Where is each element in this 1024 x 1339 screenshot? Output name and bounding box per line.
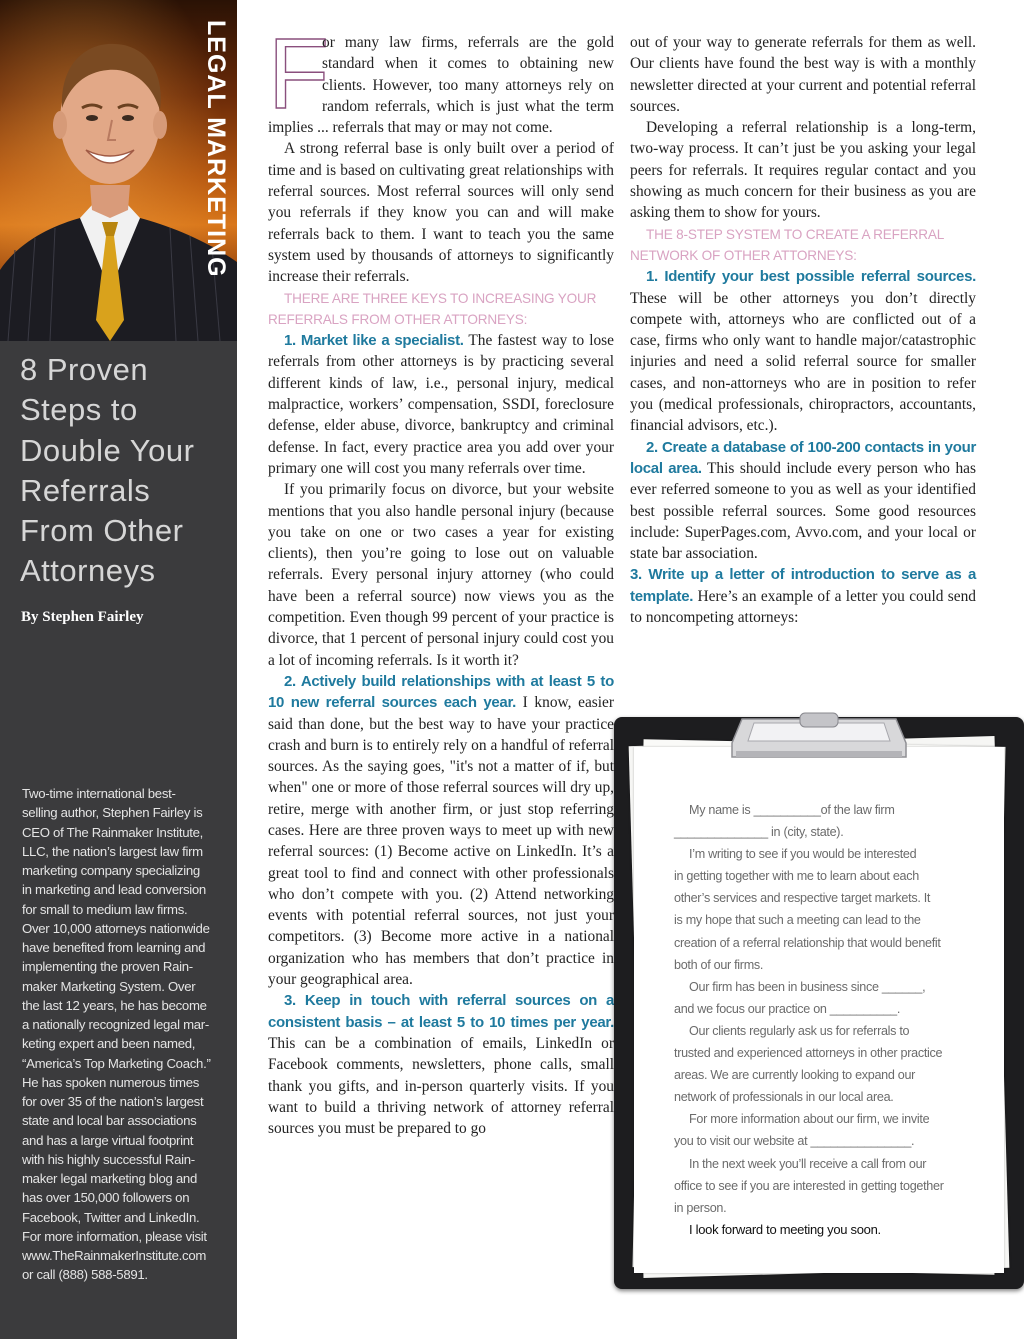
step-3-lead: 3. Write up a letter of introduction to serve as a template.: [630, 566, 976, 605]
letter-line: ______________ in (city, state).: [674, 825, 844, 840]
bio-line: for small to medium law firms.: [22, 901, 188, 917]
step-3-body: Here’s an example of a letter you could send to noncompeting attorneys:: [630, 587, 976, 627]
bio-line: state and local bar associations: [22, 1113, 197, 1129]
bio-line: has over 150,000 followers on: [22, 1190, 190, 1206]
headline-line: Attorneys: [20, 553, 156, 589]
bio-line: He has spoken numerous times: [22, 1074, 200, 1090]
bio-line: www.TheRainmakerInstitute.com: [22, 1248, 207, 1263]
drop-cap-glyph: F: [268, 18, 330, 130]
bio-line: Two-time international best-: [22, 786, 176, 801]
key-3-lead: 3. Keep in touch with referral sources on a consistent basis – at least 5 to 10 times per year.: [268, 992, 614, 1031]
key-2-body: I know, easier said than done, but the best way to have your practice crash and burn is to entirely rely on a handful of referral sources. As the saying goes, "it's not a matter of if, but when" one or more of those referral sources will dry up, retire, merge with another firm, or just stop referring cases. Here are three proven ways to meet up with new referral sources: (1) Become active on LinkedIn. It’s a great tool to find and connect with other professionals who don’t compete with you. (2) Attend networking events with potential referral sources, not just your competitors. (3) Become more active in a national organization who has members that don’t practice in your geographical area.: [268, 694, 614, 989]
bio-line: in marketing and lead conversion: [22, 882, 206, 898]
step-2-lead: 2. Create a database of 100-200 contacts in your local area.: [630, 438, 976, 477]
letter-line: other’s services and respective target markets. It: [674, 891, 931, 906]
intro-paragraph: [268, 18, 614, 138]
step-2-paragraph: [630, 437, 976, 565]
letter-line: and we focus our practice on __________.: [674, 1001, 901, 1016]
letter-line: in person.: [674, 1200, 727, 1215]
letter-line: For more information about our firm, we invite: [689, 1112, 930, 1127]
bio-line: For more information, please visit: [22, 1228, 207, 1244]
key-3-body: This can be a combination of emails, LinkedIn or Facebook comments, newsletters, phone calls, small thank you gifts, and in-person quarterly visits. If you want to build a thriving network of attorney referral sources you must be prepared to go: [268, 1034, 614, 1138]
intro-text: or many law firms, referrals are the gold standard when it comes to obtaining new clients. However, too many attorneys rely on random referrals, which is just what the term implies ... referrals that may or may not come.: [268, 34, 614, 137]
letter-line: creation of a referral relationship that would benefit: [674, 935, 941, 950]
letter-line: you to visit our website at _______________.: [674, 1134, 915, 1149]
headline-line: Double Your: [20, 432, 195, 468]
section-label-text: LEGAL MARKETING: [202, 20, 230, 278]
letter-line: network of professionals in our local area.: [674, 1090, 894, 1105]
bio-line: have benefited from learning and: [22, 940, 206, 955]
bio-line: marketing company specializing: [22, 863, 200, 878]
step-1-lead: 1. Identify your best possible referral sources.: [646, 268, 976, 286]
drop-cap-letter-f: [268, 18, 330, 130]
letter-line: office to see if you are interested in getting together: [674, 1178, 944, 1193]
author-photo: [0, 0, 237, 341]
bio-line: Facebook, Twitter and LinkedIn.: [22, 1209, 200, 1225]
clipboard-clip-icon: [724, 713, 914, 765]
bio-line: the last 12 years, he has become: [22, 997, 207, 1013]
bio-line: “America’s Top Marketing Coach.”: [22, 1055, 211, 1071]
step-2-body: This should include every person who has ever referred someone to you as well as your identified best possible referral sources. Some good resources include: SuperPages.com, Avvo.com, and your local or state bar association.: [630, 459, 976, 563]
bio-line: implementing the proven Rain-: [22, 959, 193, 975]
bio-line: selling author, Stephen Fairley is: [22, 805, 203, 821]
key-2-paragraph: [268, 671, 614, 990]
steps-heading: THE 8-STEP SYSTEM TO CREATE A REFERRAL NETWORK OF OTHER ATTORNEYS:: [630, 226, 944, 263]
article-headline: [20, 350, 220, 592]
bio-line: Over 10,000 attorneys nationwide: [22, 920, 210, 936]
letter-line: both of our firms.: [674, 957, 764, 972]
headline-line: From Other: [20, 513, 184, 549]
article-column-2: [630, 32, 976, 628]
letter-signoff: I look forward to meeting you soon.: [689, 1221, 881, 1237]
step-1-body: These will be other attorneys you don’t directly compete with, attorneys who are conflicted out of a case, firms who only want to handle major/catastrophic injuries and need a solid referral source for smaller cases, and non-attorneys who are in position to refer you (medical professionals, chiropractors, accountants, financial advisors, etc.).: [630, 289, 976, 435]
bio-line: maker Marketing System. Over: [22, 978, 196, 994]
keys-heading: THERE ARE THREE KEYS TO INCREASING YOUR REFERRALS FROM OTHER ATTORNEYS:: [268, 290, 597, 327]
drop-cap: [268, 18, 330, 130]
letter-line: is my hope that such a meeting can lead to the: [674, 913, 921, 928]
bio-line: CEO of The Rainmaker Institute,: [22, 824, 204, 840]
letter-line: Our clients regularly ask us for referrals to: [689, 1023, 910, 1038]
letter-line: My name is __________of the law firm: [689, 803, 895, 817]
letter-line: In the next week you’ll receive a call from our: [689, 1156, 927, 1171]
headline-line: Referrals: [20, 472, 151, 508]
section-label: [183, 20, 233, 278]
key-3-paragraph: [268, 990, 614, 1139]
continuation-paragraph: out of your way to generate referrals for them as well. Our clients have found the best way is with a monthly newsletter directed at your current and potential referral sources.: [630, 34, 976, 115]
step-3-paragraph: [630, 564, 976, 628]
bio-line: and has a large virtual footprint: [22, 1132, 194, 1148]
article-column-1: [268, 18, 614, 1139]
step-1-paragraph: [630, 266, 976, 436]
letter-line: Our firm has been in business since ______,: [689, 979, 926, 994]
bio-line: for over 35 of the nation’s largest: [22, 1094, 204, 1109]
key-1-body: The fastest way to lose referrals from other attorneys is by practicing several different kinds of law, i.e., personal injury, medical malpractice, workers’ compensation, SSDI, foreclosure defense, elder abuse, divorce, bankruptcy and criminal defense. In fact, every practice area you add over your primary one will cost you many referrals over time.: [268, 332, 614, 477]
headline-line: 8 Proven: [20, 352, 149, 387]
bio-line: or call (888) 588-5891.: [22, 1267, 148, 1283]
letter-line: trusted and experienced attorneys in other practice: [674, 1046, 943, 1061]
bio-line: a nationally recognized legal mar-: [22, 1017, 209, 1032]
letter-line: in getting together with me to learn about each: [674, 869, 919, 884]
paragraph-developing: Developing a referral relationship is a long-term, two-way process. It can’t just be you asking your legal peers for referrals. It requires regular contact and you showing as much concern for their business as you are asking them to show for yours.: [630, 119, 976, 222]
letter-line: I’m writing to see if you would be interested: [689, 847, 917, 862]
letter-template: [674, 799, 974, 1241]
key-1-lead: 1. Market like a specialist.: [284, 332, 464, 350]
paragraph-divorce: If you primarily focus on divorce, but your website mentions that you also handle personal injury (because you take on one or two cases a year for existing clients), then you’re going to lose out on valuable referrals. Every personal injury attorney (who could have been a referral source) now views you as the competition. Even though 99 percent of your practice is divorce, that 1 percent of personal injury could cost you a lot of incoming referrals. Is it worth it?: [268, 481, 614, 669]
letter-line: areas. We are currently looking to expand our: [674, 1068, 916, 1083]
bio-line: with his highly successful Rain-: [22, 1151, 195, 1167]
bio-line: LLC, the nation’s largest law firm: [22, 843, 203, 859]
sidebar: [0, 0, 237, 1339]
byline: By Stephen Fairley: [21, 609, 144, 625]
clipboard-letter-image: [614, 713, 1024, 1289]
headline-line: Steps to: [20, 392, 138, 428]
bio-line: maker legal marketing blog and: [22, 1171, 197, 1186]
key-1-paragraph: [268, 330, 614, 479]
paragraph-strong-base: A strong referral base is only built over a period of time and is based on cultivating great relationships with referral sources. Most referral sources will only send you referrals if they know you can and will make referrals back to them. I want to teach you the same system used by thousands of attorneys to significantly increase their referrals.: [268, 140, 614, 286]
key-2-lead: 2. Actively build relationships with at least 5 to 10 new referral sources each year.: [268, 672, 614, 712]
bio-line: keting expert and been named,: [22, 1036, 196, 1052]
author-bio: [22, 784, 228, 1285]
